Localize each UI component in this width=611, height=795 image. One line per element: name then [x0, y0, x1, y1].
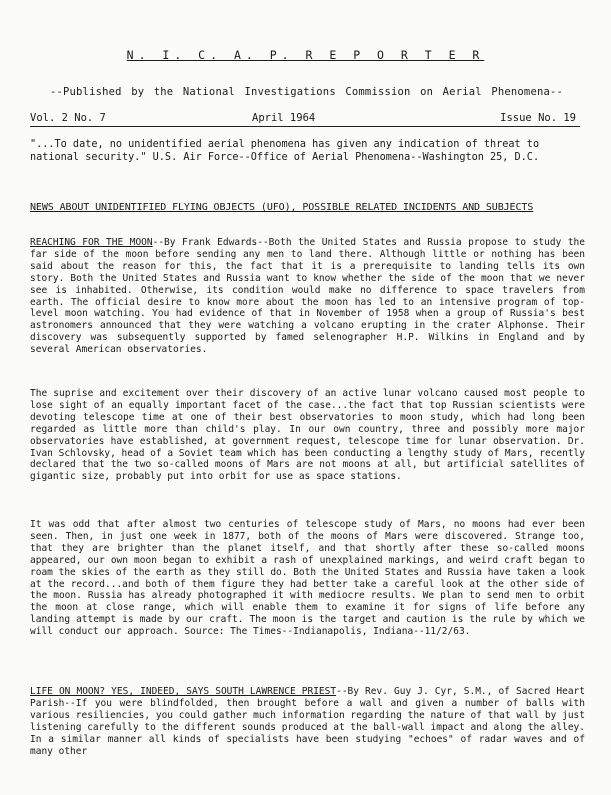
article-body: The suprise and excitement over their discovery of an active lunar volcano caused most people to lose sight of an equally important facet of the case...the fact that top Russian scientists were devoting telescope time at one of their best observatories to moon study, which had long been regarded as little more than child's play. In our own country, three and possibly more major observatories have established, at government request, telescope time for lunar observation. Dr. Ivan Schlovsky, head of a Soviet team which has been conducting a lengthy study of Mars, recently declared that the two so-called moons of Mars are not moons at all, but artificial satellites of gigantic size, probably put into orbit for use as space stations.	[30, 388, 585, 483]
newsletter-title-text: N. I. C. A. P. R E P O R T E R	[126, 48, 485, 62]
article-paragraph	[30, 519, 585, 638]
volume-number: Vol. 2 No. 7	[30, 112, 106, 124]
article-body: --By Rev. Guy J. Cyr, S.M., of Sacred Heart Parish--If you were blindfolded, then brought before a wall and given a number of balls with various resiliencies, you could gather much information regarding the nature of that wall by just listening carefully to the different sounds produced at the ball-wall impact and along the alley. In a similar manner all kinds of specialists have been studying "echoes" of radar waves and of many other	[30, 686, 585, 757]
newsletter-subtitle: --Published by the National Investigations Commission on Aerial Phenomena--	[49, 86, 564, 98]
air-force-quote: "...To date, no unidentified aerial phenomena has given any indication of threat to national security." U.S. Air Force--Office of Aerial Phenomena--Washington 25, D.C.	[30, 139, 540, 164]
issue-number: Issue No. 19	[500, 112, 576, 124]
newsletter-title	[0, 48, 611, 62]
section-heading: NEWS ABOUT UNIDENTIFIED FLYING OBJECTS (UFO), POSSIBLE RELATED INCIDENTS AND SUBJECTS	[30, 202, 534, 213]
article-paragraph	[30, 388, 585, 483]
article-paragraph	[30, 237, 585, 356]
issue-info-row	[30, 112, 580, 127]
article-body: It was odd that after almost two centuries of telescope study of Mars, no moons had ever been seen. Then, in just one week in 1877, both of the moons of Mars were discovered. Strange too, that they are brighter than the planet itself, and that shortly after these so-called moons appeared, our own moon began to exhibit a rash of unexplained markings, and weird craft began to roam the skies of the earth as they still do. Both the United States and Russia have taken a look at the record...and both of them figure they had better take a careful look at the other side of the moon. Russia has already photographed it with mediocre results. We plan to send men to orbit the moon at close range, which will enable them to examine it for signs of life before any landing attempt is made by our craft. The moon is the target and caution is the rule by which we will conduct our approach. Source: The Times--Indianapolis, Indiana--11/2/63.	[30, 519, 585, 638]
article-paragraph	[30, 686, 585, 757]
article-lead: LIFE ON MOON? YES, INDEED, SAYS SOUTH LAWRENCE PRIEST	[30, 686, 337, 697]
issue-date: April 1964	[252, 112, 316, 124]
article-body: --By Frank Edwards--Both the United States and Russia propose to study the far side of the moon before sending any men to land there. Although little or nothing has been said about the reason for this, the fact that it is a prerequisite to landing tells its own story. Both the United States and Russia want to know whether the side of the moon that we never see is inhabited. Otherwise, its condition would make no difference to space travelers from earth. The official desire to know more about the moon has led to an intensive program of top-level moon watching. You had evidence of that in November of 1958 when a group of Russia's best astronomers announced that they were watching a volcano erupting in the crater Alphonse. Their discovery was subsequently supported by famed selenographer H.P. Wilkins in England and by several American observatories.	[30, 237, 585, 356]
article-lead: REACHING FOR THE MOON	[30, 237, 153, 248]
